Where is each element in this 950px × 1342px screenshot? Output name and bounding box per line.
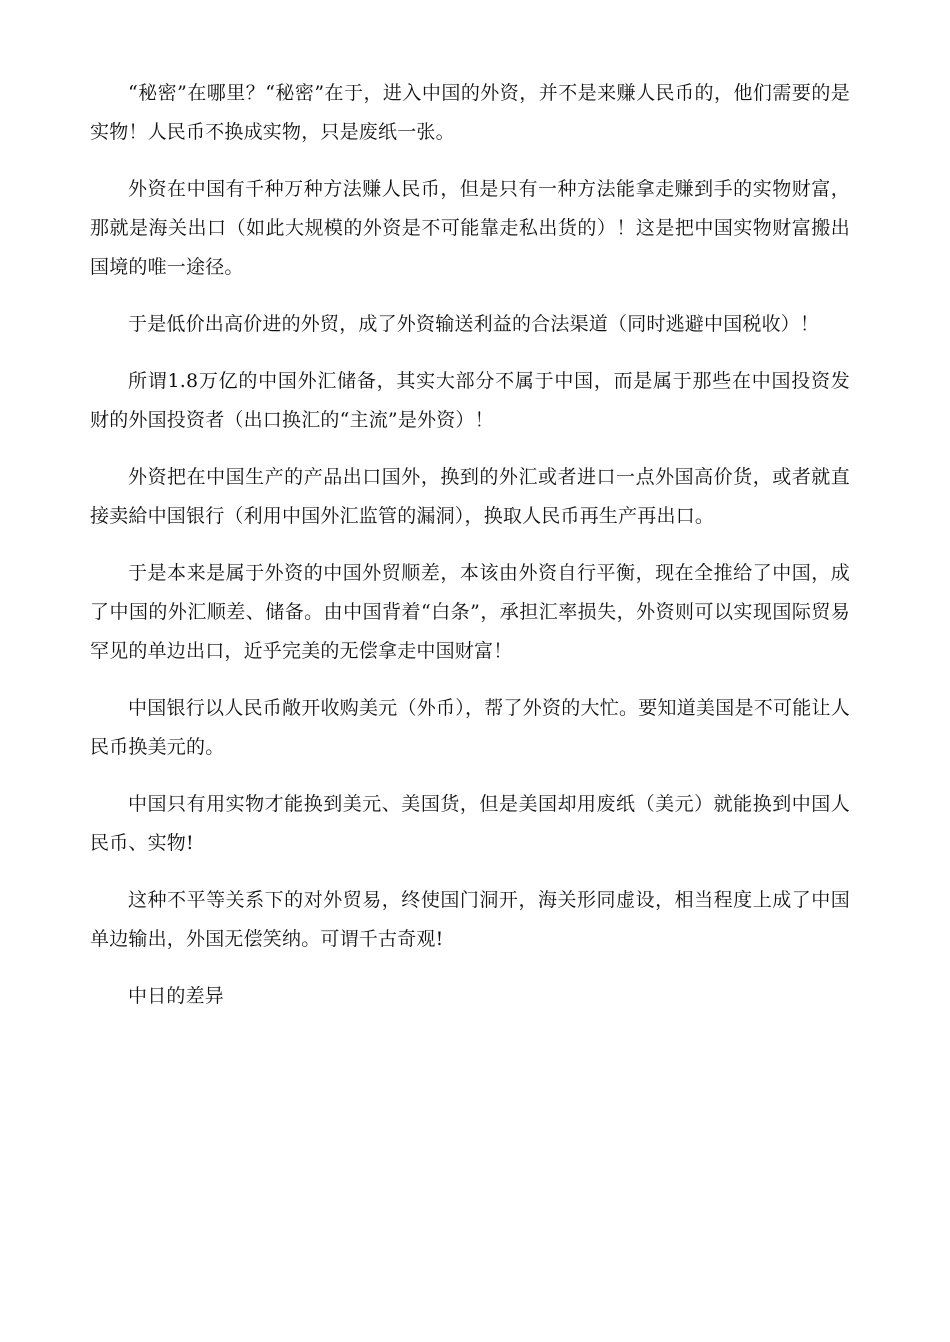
paragraph-customs-export: 外资在中国有千种万种方法赚人民币，但是只有一种方法能拿走赚到手的实物财富，那就是海关出口（如此大规模的外资是不可能靠走私出货的）！这是把中国实物财富搬出国境的唯一途径。 bbox=[90, 178, 850, 278]
document-body bbox=[90, 74, 850, 1034]
paragraph-export-exchange: 外资把在中国生产的产品出口国外，换到的外汇或者进口一点外国高价货，或者就直接卖給中国银行（利用中国外汇监管的漏洞），换取人民币再生产再出口。 bbox=[90, 466, 850, 527]
paragraph-trade-surplus: 于是本来是属于外资的中国外贸顺差，本该由外资自行平衡，现在全推给了中国，成了中国的外汇顺差、储备。由中国背着“白条”，承担汇率损失，外资则可以实现国际贸易罕见的单边出口，近乎完美的无偿拿走中国财富！ bbox=[90, 562, 850, 662]
paragraph-secret: “秘密”在哪里？“秘密”在于，进入中国的外资，并不是来赚人民币的，他们需要的是实物！人民币不换成实物，只是废纸一张。 bbox=[90, 82, 850, 143]
paragraph-bank-purchase: 中国银行以人民币敞开收购美元（外币），帮了外资的大忙。要知道美国是不可能让人民币换美元的。 bbox=[90, 697, 850, 758]
paragraph-trade-channel: 于是低价出高价进的外贸，成了外资输送利益的合法渠道（同时逃避中国税收）！ bbox=[128, 313, 820, 335]
section-heading-china-japan: 中日的差异 bbox=[128, 985, 225, 1007]
paragraph-usd-exchange: 中国只有用实物才能换到美元、美国货，但是美国却用废纸（美元）就能换到中国人民币、实物! bbox=[90, 793, 850, 854]
paragraph-forex-reserve: 所谓1.8万亿的中国外汇储备，其实大部分不属于中国，而是属于那些在中国投资发财的外国投资者（出口换汇的“主流”是外资）！ bbox=[90, 370, 850, 431]
paragraph-unequal-trade: 这种不平等关系下的对外贸易，终使国门洞开，海关形同虚设，相当程度上成了中国单边输出，外国无偿笑纳。可谓千古奇观! bbox=[90, 889, 850, 950]
